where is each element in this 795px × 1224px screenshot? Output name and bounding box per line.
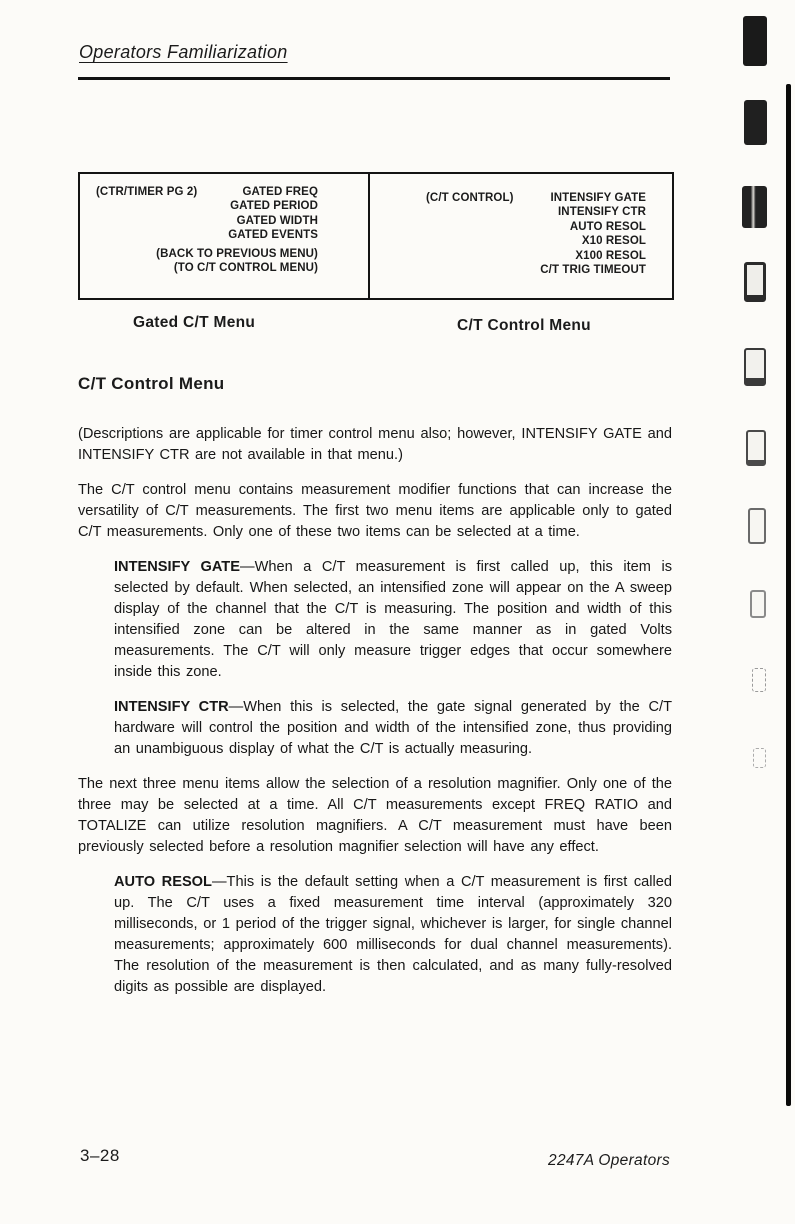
manual-title: 2247A Operators [548, 1152, 670, 1169]
paragraph-text: The next three menu items allow the selection of a resolution magnifier. Only one of the three may be selected at a time. All C/T measurements except FREQ RATIO and TOTALIZE can utilize resolution magnifiers. A C/T measurement must have been previously selected before a resolution magnifier selection will have any effect. [78, 776, 672, 855]
body-copy [78, 424, 672, 1012]
binding-tab-mark [744, 348, 766, 386]
gated-menu-caption: Gated C/T Menu [133, 314, 256, 331]
menu-item: GATED PERIOD [230, 200, 318, 213]
section-title: C/T Control Menu [78, 374, 225, 393]
page-edge-line [786, 84, 791, 1106]
body-paragraph [78, 424, 672, 466]
control-menu-source-label: (C/T CONTROL) [426, 192, 514, 204]
term-lead: AUTO RESOL [114, 874, 212, 890]
binding-tab-mark [753, 748, 766, 768]
control-menu-caption: C/T Control Menu [457, 317, 591, 334]
binding-tab-mark [744, 100, 767, 145]
menu-item: INTENSIFY CTR [558, 206, 646, 219]
term-lead: INTENSIFY GATE [114, 559, 240, 575]
binding-tab-mark [748, 508, 766, 544]
menu-nav-item: (BACK TO PREVIOUS MENU) [156, 247, 318, 260]
body-paragraph [78, 774, 672, 858]
binding-tab-mark [746, 430, 766, 466]
menu-item: C/T TRIG TIMEOUT [540, 264, 646, 277]
control-menu-items [540, 191, 646, 277]
menu-nav-item: (TO C/T CONTROL MENU) [173, 262, 318, 275]
gated-ct-menu-box [78, 172, 370, 300]
body-paragraph [78, 697, 672, 760]
menu-item: INTENSIFY GATE [550, 192, 646, 204]
paragraph-text: —When a C/T measurement is first called up, this item is selected by default. When selected, an intensified zone will appear on the A sweep display of the channel that the C/T is measuring. The position and width of this intensified zone can be altered in the same manner as in gated Volts measurements. The C/T will only measure trigger edges that occur somewhere inside this zone. [114, 559, 673, 680]
paragraph-text: —This is the default setting when a C/T measurement is first called up. The C/T uses a fixed measurement time interval (approximately 320 milliseconds, or 1 period of the trigger signal, whichever is larger, for single channel measurements; approximately 600 milliseconds for dual channel measurements). The resolution of the measurement is then calculated, and as many fully-resolved digits as possible are displayed. [114, 874, 672, 995]
paragraph-text: (Descriptions are applicable for timer control menu also; however, INTENSIFY GATE and INTENSIFY CTR are not available in that menu.) [78, 426, 672, 463]
header-rule [78, 77, 670, 80]
binding-tab-mark [744, 262, 766, 302]
gated-menu-source-label: (CTR/TIMER PG 2) [96, 186, 198, 198]
page-header-title: Operators Familiarization [79, 42, 288, 62]
menu-diagram-row [78, 172, 674, 300]
term-lead: INTENSIFY CTR [114, 699, 229, 715]
body-paragraph [78, 557, 672, 683]
paragraph-text: —When this is selected, the gate signal generated by the C/T hardware will control the position and width of the intensified zone, thus providing an unambiguous display of what the C/T is actually measuring. [114, 699, 672, 757]
body-paragraph [78, 872, 672, 998]
binding-tab-mark [742, 186, 767, 228]
menu-item: X10 RESOL [581, 235, 646, 248]
menu-item: GATED FREQ [242, 186, 318, 198]
body-paragraph [78, 480, 672, 543]
gated-menu-nav-items [156, 247, 318, 276]
paragraph-text: The C/T control menu contains measurement modifier functions that can increase the versatility of C/T measurements. The first two menu items are applicable only to gated C/T measurements. Only one of these two items can be selected at a time. [78, 482, 672, 540]
menu-item: X100 RESOL [575, 249, 646, 262]
menu-item: GATED WIDTH [236, 214, 318, 227]
ct-control-menu-box [368, 172, 674, 300]
page-number: 3–28 [80, 1146, 120, 1165]
gated-menu-items [156, 185, 318, 275]
binding-tab-mark [743, 16, 767, 66]
binding-tab-mark [752, 668, 766, 692]
menu-item: GATED EVENTS [228, 229, 318, 242]
menu-item: AUTO RESOL [569, 220, 646, 233]
binding-tab-mark [750, 590, 766, 618]
